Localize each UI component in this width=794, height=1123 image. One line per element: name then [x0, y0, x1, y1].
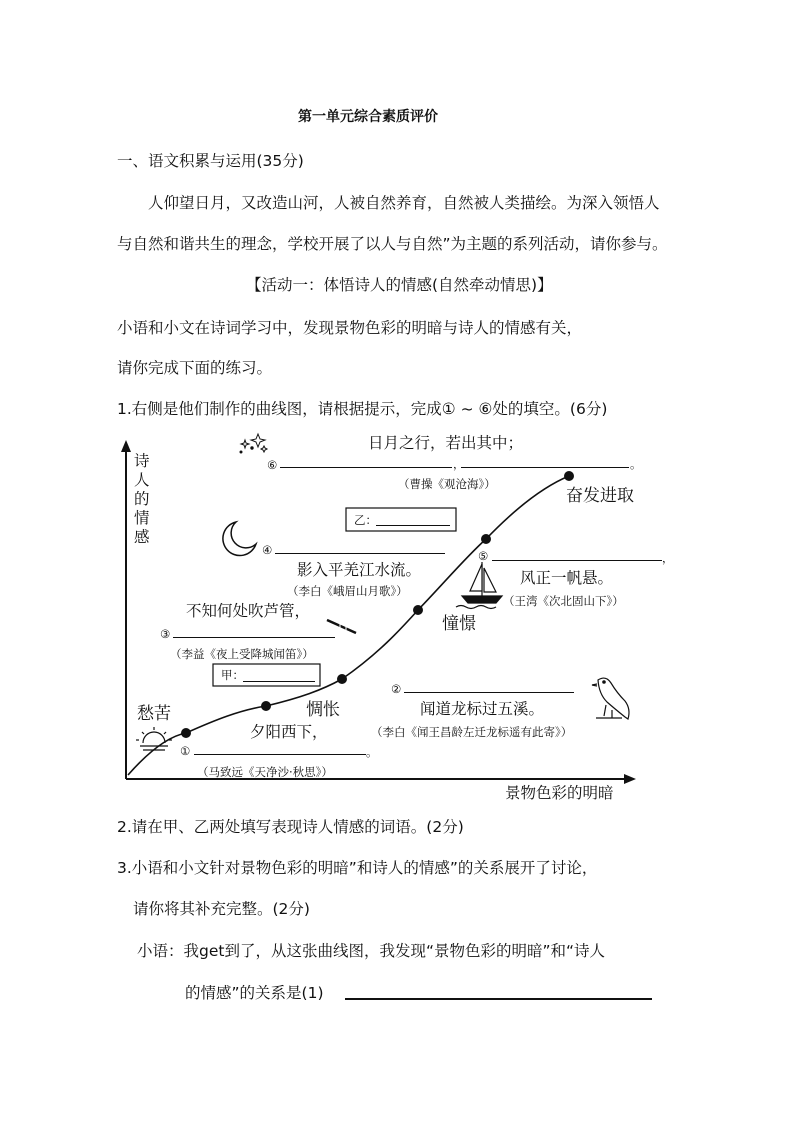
x-axis-arrow: [624, 774, 636, 784]
y-axis-label-char: 人: [134, 471, 150, 489]
question-3-line-2: 请你将其补充完整。(2分): [133, 900, 310, 918]
item3-marker: ③: [160, 627, 171, 641]
paragraph-line-1: 小语和小文在诗词学习中，发现景物色彩的明暗与诗人的情感有关，: [117, 319, 583, 337]
relation-answer-blank[interactable]: [345, 998, 652, 1000]
box-yi-label: 乙：: [354, 513, 377, 527]
item1-blank[interactable]: [194, 754, 366, 755]
item5-marker: ⑤: [478, 549, 489, 563]
question-3-line-1: 3.小语和小文针对景物色彩的明暗”和诗人的情感”的关系展开了讨论，: [117, 859, 598, 877]
item6-trail: 。: [630, 457, 642, 471]
emotion-chouku: 愁苦: [137, 704, 171, 724]
sailboat-icon: [456, 562, 502, 609]
activity-heading: 【活动一：体悟诗人的情感(自然牵动情思)】: [246, 276, 553, 294]
question-2: 2.请在甲、乙两处填写表现诗人情感的词语。(2分): [117, 818, 464, 836]
item3-source: （李益《夜上受降城闻笛》）: [170, 647, 314, 661]
yi-answer-blank[interactable]: [376, 525, 450, 526]
curve-point: [564, 471, 574, 481]
emotion-chongjing: 憧憬: [442, 614, 476, 634]
box-jia-label: 甲：: [221, 668, 244, 682]
item5-trail: ，: [662, 551, 674, 565]
y-axis-label-char: 的: [134, 490, 150, 508]
flute-icon: [327, 620, 356, 633]
curve-point: [337, 674, 347, 684]
curve-point: [413, 605, 423, 615]
question-1: 1.右侧是他们制作的曲线图，请根据提示，完成① ~ ⑥处的填空。(6分): [117, 400, 608, 418]
sunset-icon: [136, 727, 172, 750]
item1-text: 夕阳西下，: [250, 723, 328, 741]
item1-trail: 。: [366, 745, 378, 759]
item5-source: （王湾《次北固山下》）: [503, 594, 624, 608]
paragraph-line-2: 请你完成下面的练习。: [117, 359, 273, 377]
item4-blank[interactable]: [275, 553, 445, 554]
item1-marker: ①: [180, 744, 191, 758]
item2-source: （李白《闻王昌龄左迁龙标遥有此寄》）: [371, 725, 573, 739]
y-axis-arrow: [121, 440, 131, 452]
jia-answer-blank[interactable]: [243, 681, 315, 682]
page-title: 第一单元综合素质评价: [298, 109, 438, 125]
item2-text: 闻道龙标过五溪。: [420, 700, 545, 718]
xiaoyu-line-1: 小语：我get到了，从这张曲线图，我发现“景物色彩的明暗”和“诗人: [137, 942, 606, 960]
y-axis-label: [134, 452, 150, 547]
stars-icon: [240, 434, 267, 453]
item6-marker: ⑥: [267, 458, 278, 472]
curve-point: [481, 534, 491, 544]
y-axis-label-char: 感: [134, 528, 150, 546]
item4-text: 影入平羌江水流。: [297, 561, 422, 579]
item5-text: 风正一帆悬。: [520, 569, 614, 587]
item2-blank[interactable]: [404, 692, 574, 693]
bird-icon: [592, 678, 629, 719]
x-axis-label: 景物色彩的明暗: [505, 784, 614, 802]
item4-source: （李白《峨眉山月歌》）: [287, 584, 408, 598]
intro-line-1: 人仰望日月，又改造山河，人被自然养育，自然被人类描绘。为深入领悟人: [148, 194, 660, 212]
item6-source: （曹操《观沧海》）: [398, 477, 496, 491]
item6-blank-b[interactable]: [461, 467, 629, 468]
item3-text: 不知何处吹芦管，: [186, 602, 311, 620]
item3-blank[interactable]: [173, 637, 335, 638]
curve-point: [261, 701, 271, 711]
emotion-chouchang: 惆怅: [306, 700, 340, 720]
xiaoyu-line-2: 的情感”的关系是(1): [185, 984, 324, 1002]
intro-line-2: 与自然和谐共生的理念，学校开展了以人与自然”为主题的系列活动，请你参与。: [117, 235, 668, 253]
item1-source: （马致远《天净沙·秋思》）: [197, 765, 333, 779]
moon-icon: [223, 522, 256, 556]
item5-blank[interactable]: [492, 560, 662, 561]
item4-marker: ④: [262, 543, 273, 557]
y-axis-label-char: 情: [134, 509, 150, 527]
y-axis-label-char: 诗: [134, 452, 150, 470]
emotion-fenfa: 奋发进取: [566, 486, 634, 506]
section-heading: 一、语文积累与运用(35分): [117, 152, 304, 170]
item6-text: 日月之行，若出其中；: [368, 434, 524, 452]
item6-blank-a[interactable]: [280, 467, 452, 468]
item2-marker: ②: [391, 682, 402, 696]
curve-point: [181, 728, 191, 738]
item6-mid: ，: [453, 457, 465, 471]
